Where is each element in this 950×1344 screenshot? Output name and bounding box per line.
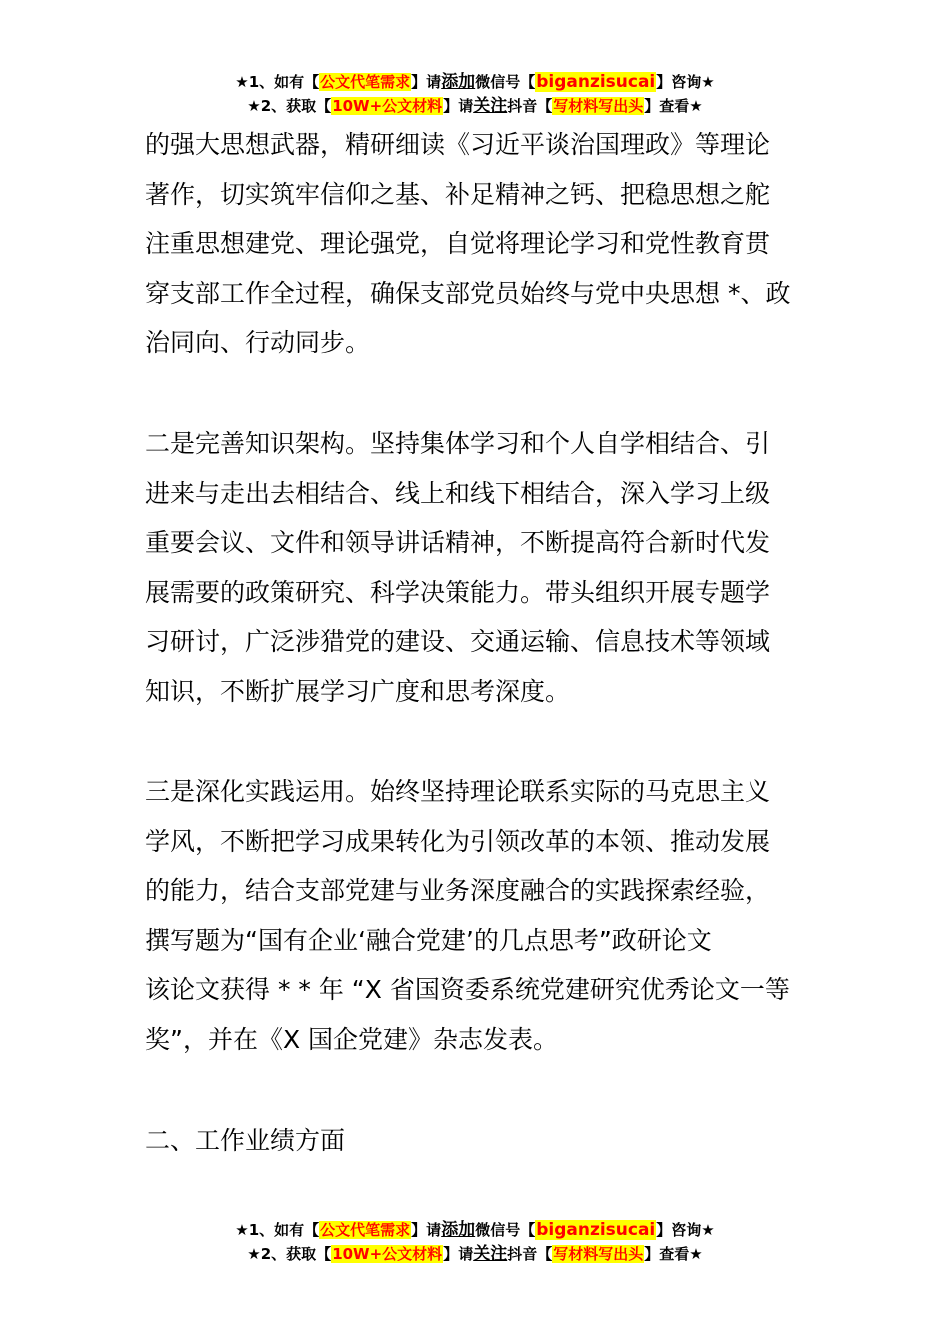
materials-highlight: 10W+公文材料 [332,1245,443,1263]
banner-line-2: ★2、获取【10W+公文材料】请关注抖音【写材料写出头】查看★ [247,1244,703,1264]
text-line: 奖”，并在《X 国企党建》杂志发表。 [145,1024,559,1054]
text-line: 该论文获得 * * 年 “X 省国资委系统党建研究优秀论文一等 [145,975,790,1004]
text-line: 撰写题为“国有企业‘融合党建’的几点思考”政研论文 [145,925,712,955]
text-line: 著作，切实筑牢信仰之基、补足精神之钙、把稳思想之舵 [145,179,771,209]
footer-banner [0,1218,950,1266]
materials-highlight: 10W+公文材料 [332,97,443,115]
text-line: 注重思想建党、理论强党，自觉将理论学习和党性教育贯 [145,229,771,258]
service-highlight: 公文代笔需求 [320,73,411,91]
document-body-part3 [145,767,810,1064]
text-line: 治同向、行动同步。 [145,328,371,357]
text-line: 进来与走出去相结合、线上和线下相结合，深入学习上级 [145,478,771,508]
text-line: 重要会议、文件和领导讲话精神，不断提高符合新时代发 [145,528,771,557]
text-line: 习研讨，广泛涉猎党的建设、交通运输、信息技术等领域 [145,627,771,656]
paragraph-practice-application [145,767,810,1064]
text-line: 学风，不断把学习成果转化为引领改革的本领、推动发展 [145,826,771,856]
wechat-id-highlight: biganzisucai [536,72,656,92]
section-heading: 二、工作业绩方面 [145,1126,346,1155]
document-body [145,120,810,368]
paragraph-theory-study [145,120,810,368]
text-line: 穿支部工作全过程，确保支部党员始终与党中央思想 *、政 [145,278,791,308]
service-highlight: 公文代笔需求 [320,1221,411,1239]
text-line: 知识，不断扩展学习广度和思考深度。 [145,676,571,706]
header-banner [0,70,950,118]
document-body-part2 [145,419,810,716]
text-line: 的能力，结合支部党建与业务深度融合的实践探索经验， [145,876,771,905]
wechat-id-highlight: biganzisucai [536,1220,656,1240]
banner-line-1: ★1、如有【公文代笔需求】请添加微信号【biganzisucai】咨询★ [235,72,715,92]
text-line: 三是深化实践运用。始终坚持理论联系实际的马克思主义 [145,777,771,806]
text-line: 展需要的政策研究、科学决策能力。带头组织开展专题学 [145,577,771,607]
banner-line-1: ★1、如有【公文代笔需求】请添加微信号【biganzisucai】咨询★ [235,1220,715,1240]
banner-line-2: ★2、获取【10W+公文材料】请关注抖音【写材料写出头】查看★ [247,96,703,116]
douyin-id-highlight: 写材料写出头 [553,1245,644,1263]
text-line: 的强大思想武器，精研细读《习近平谈治国理政》等理论 [145,130,771,159]
text-line: 二是完善知识架构。坚持集体学习和个人自学相结合、引 [145,429,771,458]
douyin-id-highlight: 写材料写出头 [553,97,644,115]
paragraph-knowledge-structure [145,419,810,716]
